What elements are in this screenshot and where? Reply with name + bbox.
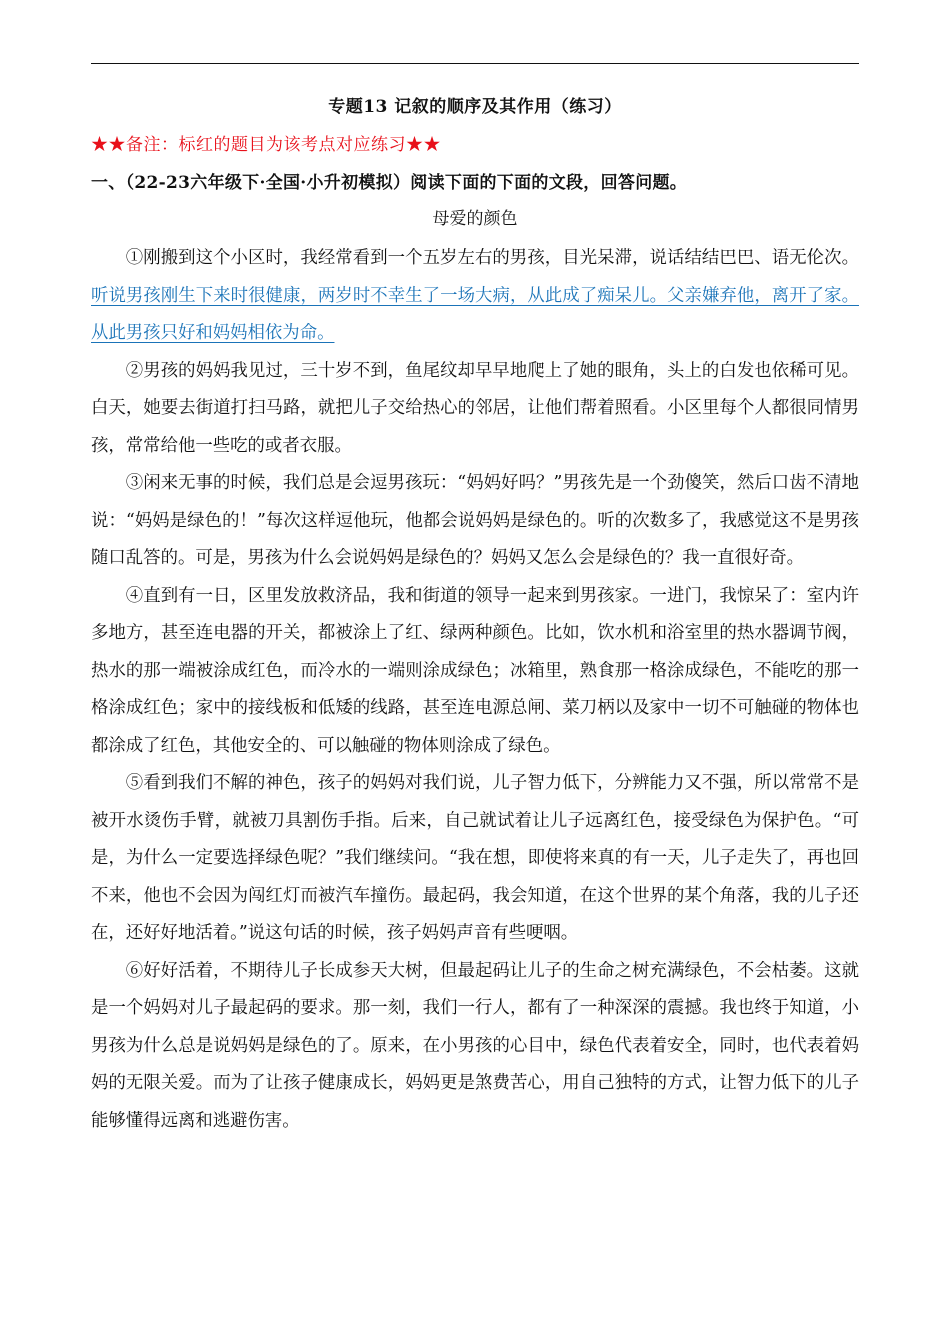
paragraph-1-text: ①刚搬到这个小区时，我经常看到一个五岁左右的男孩，目光呆滞，说话结结巴巴、语无伦次。	[125, 248, 859, 268]
paragraph-2: ②男孩的妈妈我见过，三十岁不到，鱼尾纹却早早地爬上了她的眼角，头上的白发也依稀可见。白天，她要去街道打扫马路，就把儿子交给热心的邻居，让他们帮着照看。小区里每个人都很同情男孩，常常给他一些吃的或者衣服。	[91, 360, 859, 456]
paragraph-3: ③闲来无事的时候，我们总是会逗男孩玩：“妈妈好吗？”男孩先是一个劲傻笑，然后口齿不清地说：“妈妈是绿色的！”每次这样逗他玩，他都会说妈妈是绿色的。听的次数多了，我感觉这不是男孩随口乱答的。可是，男孩为什么会说妈妈是绿色的？妈妈又怎么会是绿色的？我一直很好奇。	[91, 473, 859, 568]
paragraph-6: ⑥好好活着，不期待儿子长成参天大树，但最起码让儿子的生命之树充满绿色，不会枯萎。这就是一个妈妈对儿子最起码的要求。那一刻，我们一行人，都有了一种深深的震撼。我也终于知道，小男孩为什么总是说妈妈是绿色的了。原来，在小男孩的心目中，绿色代表着安全，同时，也代表着妈妈的无限关爱。而为了让孩子健康成长，妈妈更是煞费苦心，用自己独特的方式，让智力低下的儿子能够懂得远离和逃避伤害。	[91, 960, 859, 1131]
underlined-sentence: 听说男孩刚生下来时很健康，两岁时不幸生了一场大病，从此成了痴呆儿。父亲嫌弃他，离开了家。从此男孩只好和妈妈相依为命。	[91, 285, 859, 343]
paragraph-5: ⑤看到我们不解的神色，孩子的妈妈对我们说，儿子智力低下，分辨能力又不强，所以常常不是被开水烫伤手臂，就被刀具割伤手指。后来，自己就试着让儿子远离红色，接受绿色为保护色。“可是，为什么一定要选择绿色呢？”我们继续问。“我在想，即使将来真的有一天，儿子走失了，再也回不来，他也不会因为闯红灯而被汽车撞伤。最起码，我会知道，在这个世界的某个角落，我的儿子还在，还好好地活着。”说这句话的时候，孩子妈妈声音有些哽咽。	[91, 773, 859, 943]
page-title: 专题13 记叙的顺序及其作用（练习）	[328, 97, 622, 117]
question-intro: 一、（22-23六年级下·全国·小升初模拟）阅读下面的下面的文段，回答问题。	[91, 173, 688, 193]
red-note: ★★备注：标红的题目为该考点对应练习★★	[91, 135, 441, 155]
passage-title: 母爱的颜色	[432, 209, 518, 229]
header-rule	[91, 63, 859, 64]
paragraph-4: ④直到有一日，区里发放救济品，我和街道的领导一起来到男孩家。一进门，我惊呆了：室内许多地方，甚至连电器的开关，都被涂上了红、绿两种颜色。比如，饮水机和浴室里的热水器调节阀，热水的那一端被涂成红色，而冷水的一端则涂成绿色；冰箱里，熟食那一格涂成绿色，不能吃的那一格涂成红色；家中的接线板和低矮的线路，甚至连电源总闸、菜刀柄以及家中一切不可触碰的物体也都涂成了红色，其他安全的、可以触碰的物体则涂成了绿色。	[91, 585, 859, 756]
paragraph-1	[91, 240, 859, 353]
passage-body	[91, 240, 859, 1140]
